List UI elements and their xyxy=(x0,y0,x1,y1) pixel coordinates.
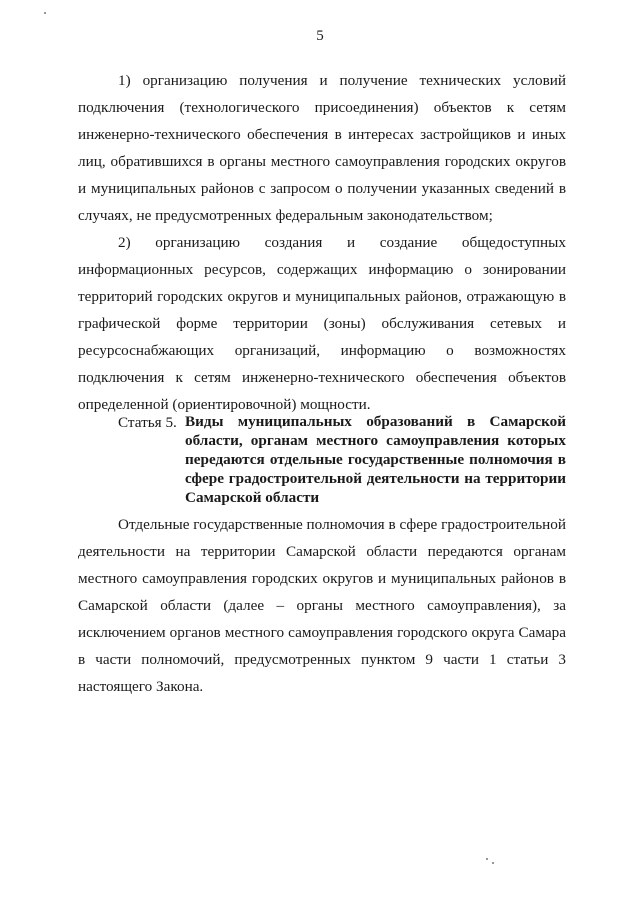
page-number: 5 xyxy=(316,28,324,44)
paragraph-line: Отдельные государственные полномочия в сфере градостроительной xyxy=(118,516,566,533)
article-title-line: Самарской области xyxy=(185,489,320,506)
paragraph-line: исключением органов местного самоуправления городского округа Самара xyxy=(78,624,566,641)
paragraph-line: настоящего Закона. xyxy=(78,678,204,695)
article-title-line: сфере градостроительной деятельности на территории xyxy=(185,470,566,487)
paragraph-line: в части полномочий, предусмотренных пунктом 9 части 1 статьи 3 xyxy=(78,651,566,668)
paragraph-line: графической форме территории (зоны) обслуживания сетевых и xyxy=(78,315,566,332)
article-title-line: области, органам местного самоуправления которых xyxy=(185,432,566,449)
scan-speck xyxy=(492,862,494,864)
article-title-line: Виды муниципальных образований в Самарской xyxy=(185,413,566,430)
paragraph-line: случаях, не предусмотренных федеральным законодательством; xyxy=(78,207,493,224)
paragraph-line: и муниципальных районов с запросом о получении указанных сведений в xyxy=(78,180,566,197)
paragraph-line: 1) организацию получения и получение технических условий xyxy=(118,72,566,89)
paragraph-line: деятельности на территории Самарской области передаются органам xyxy=(78,543,566,560)
scan-speck xyxy=(486,858,488,860)
paragraph-line: определенной (ориентировочной) мощности. xyxy=(78,396,371,413)
paragraph-line: Самарской области (далее – органы местного самоуправления), за xyxy=(78,597,566,614)
paragraph-line: подключения к сетям инженерно-технического обеспечения объектов xyxy=(78,369,566,386)
paragraph-line: территорий городских округов и муниципальных районов, отражающую в xyxy=(78,288,566,305)
article-label: Статья 5. xyxy=(118,414,177,431)
paragraph-line: информационных ресурсов, содержащих информацию о зонировании xyxy=(78,261,566,278)
paragraph-line: лиц, обратившихся в органы местного самоуправления городских округов xyxy=(78,153,566,170)
paragraph-line: инженерно-технического обеспечения в интересах застройщиков и иных xyxy=(78,126,566,143)
article-title-line: передаются отдельные государственные полномочия в xyxy=(185,451,566,468)
scan-speck xyxy=(44,12,46,14)
paragraph-line: местного самоуправления городских округов и муниципальных районов в xyxy=(78,570,566,587)
paragraph-line: ресурсоснабжающих организаций, информацию о возможностях xyxy=(78,342,566,359)
paragraph-line: 2) организацию создания и создание общедоступных xyxy=(118,234,566,251)
paragraph-line: подключения (технологического присоединения) объектов к сетям xyxy=(78,99,566,116)
